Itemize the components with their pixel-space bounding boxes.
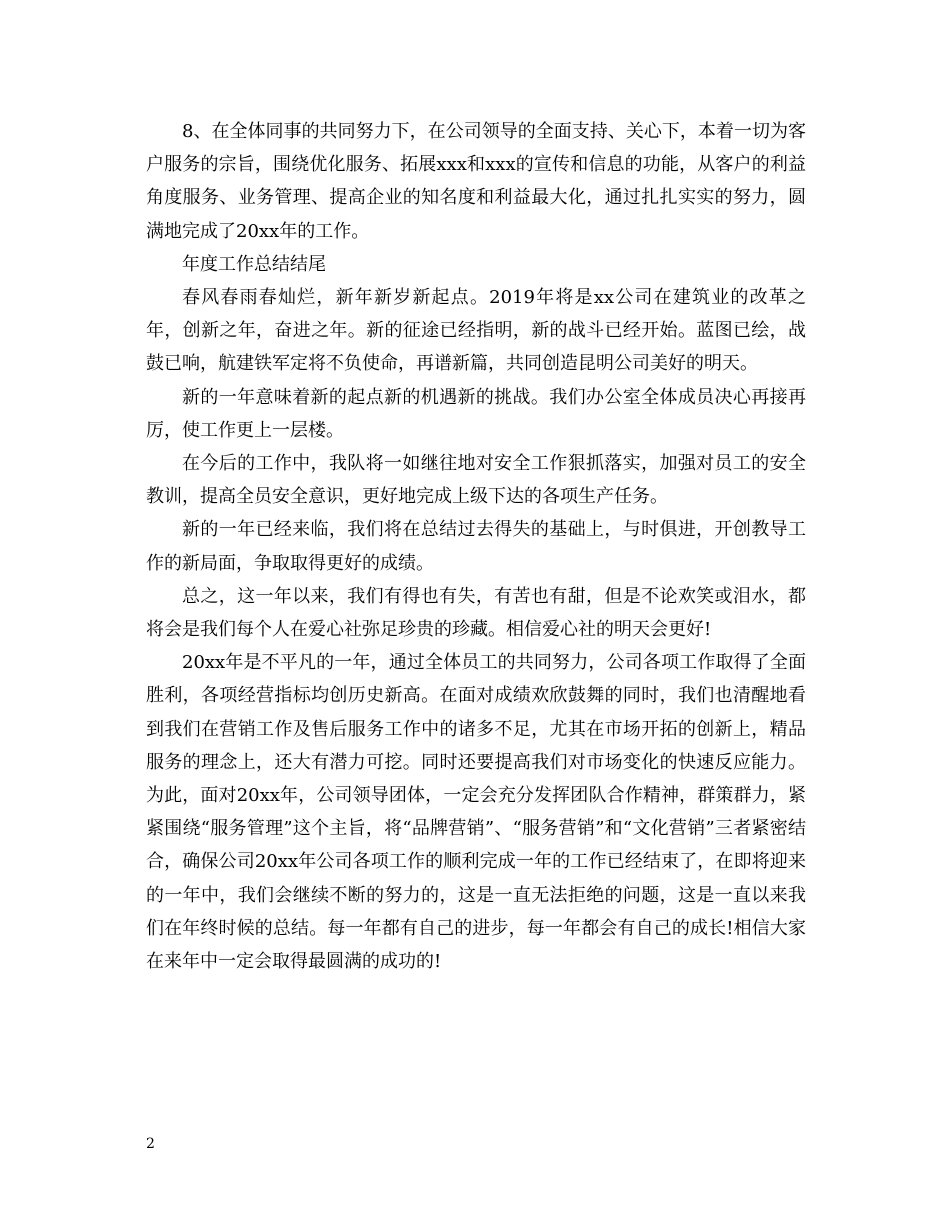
paragraph-new-situation: 新的一年已经来临，我们将在总结过去得失的基础上，与时俱进，开创教导工作的新局面，争取取得更好的成绩。: [146, 519, 806, 574]
paragraph-new-year: 春风春雨春灿烂，新年新岁新起点。2019年将是xx公司在建筑业的改革之年，创新之年，奋进之年。新的征途已经指明，新的战斗已经开始。蓝图已绘，战鼓已响，航建铁军定将不负使命，再谱新篇，共同创造昆明公司美好的明天。: [146, 287, 806, 375]
paragraph-year-review: 20xx年是不平凡的一年，通过全体员工的共同努力，公司各项工作取得了全面胜利，各项经营指标均创历史新高。在面对成绩欢欣鼓舞的同时，我们也清醒地看到我们在营销工作及售后服务工作中的诸多不足，尤其在市场开拓的创新上，精品服务的理念上，还大有潜力可挖。同时还要提高我们对市场变化的快速反应能力。为此，面对20xx年，公司领导团体，一定会充分发挥团队合作精神，群策群力，紧紧围绕“服务管理”这个主旨，将“品牌营销”、“服务营销”和“文化营销”三者紧密结合，确保公司20xx年公司各项工作的顺利完成一年的工作已经结束了，在即将迎来的一年中，我们会继续不断的努力的，这是一直无法拒绝的问题，这是一直以来我们在年终时候的总结。每一年都有自己的进步，每一年都会有自己的成长!相信大家在来年中一定会取得最圆满的成功的!: [146, 652, 806, 973]
page-number: 2: [146, 1136, 155, 1152]
paragraph-new-challenges: 新的一年意味着新的起点新的机遇新的挑战。我们办公室全体成员决心再接再厉，使工作更上一层楼。: [146, 386, 806, 441]
paragraph-service-summary: 8、在全体同事的共同努力下，在公司领导的全面支持、关心下，本着一切为客户服务的宗旨，围绕优化服务、拓展xxx和xxx的宣传和信息的功能，从客户的利益角度服务、业务管理、提高企业的知名度和利益最大化，通过扎扎实实的努力，圆满地完成了20xx年的工作。: [146, 121, 806, 242]
paragraph-safety-work: 在今后的工作中，我队将一如继往地对安全工作狠抓落实，加强对员工的安全教训，提高全员安全意识，更好地完成上级下达的各项生产任务。: [146, 453, 806, 508]
document-body: [146, 115, 806, 978]
section-heading: 年度工作总结结尾: [182, 253, 326, 275]
paragraph-gains-losses: 总之，这一年以来，我们有得也有失，有苦也有甜，但是不论欢笑或泪水，都将会是我们每个人在爱心社弥足珍贵的珍藏。相信爱心社的明天会更好!: [146, 585, 806, 641]
